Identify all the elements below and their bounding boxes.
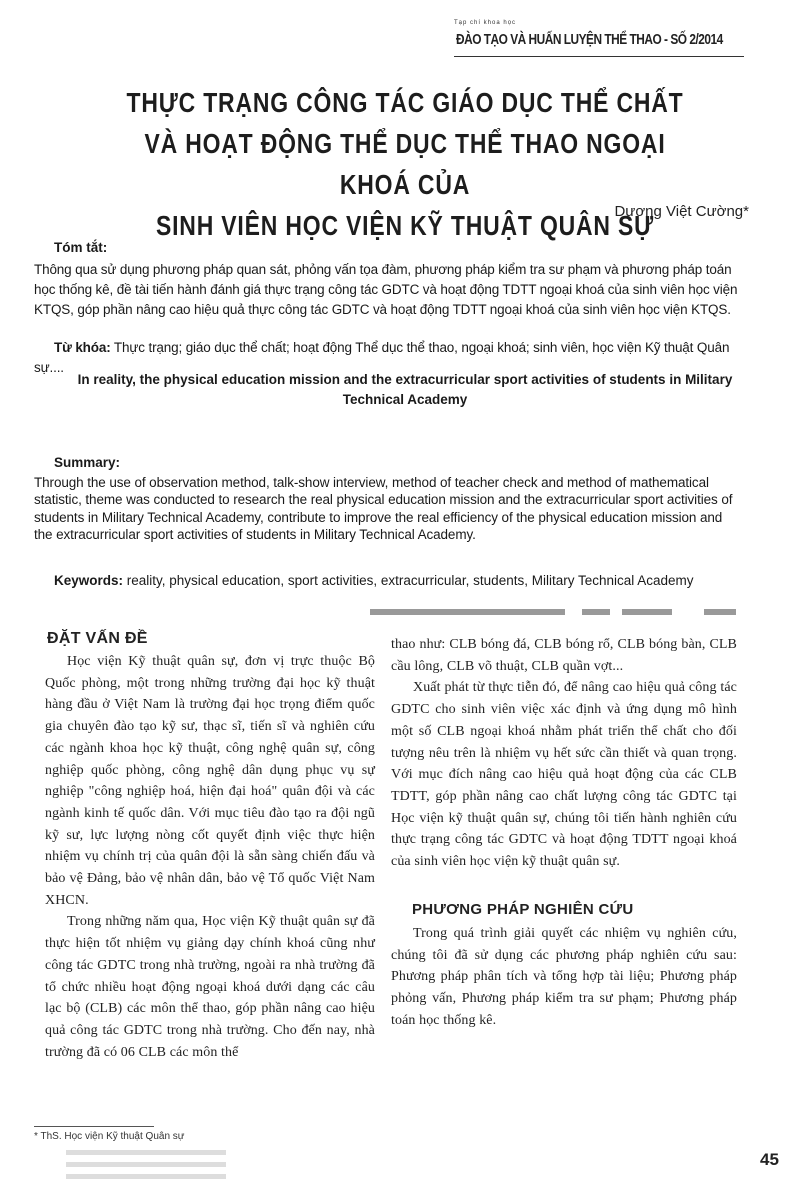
decorative-divider: [370, 605, 736, 619]
keywords-text: Thực trạng; giáo dục thể chất; hoạt động Thể dục thể thao, ngoại khoá; sinh viên, học viện Kỹ thuật Quân sự....: [34, 340, 730, 375]
column-left: [45, 651, 375, 1063]
title-line: THỰC TRẠNG CÔNG TÁC GIÁO DỤC THỂ CHẤT: [126, 87, 684, 118]
column-right-methods: [391, 923, 737, 1032]
abstract-heading: Tóm tắt:: [54, 240, 108, 255]
title-line: VÀ HOẠT ĐỘNG THỂ DỤC THỂ THAO NGOẠI KHOÁ CỦA: [144, 128, 666, 200]
section-heading-intro: ĐẶT VẤN ĐỀ: [47, 630, 148, 647]
footnote-faint-line: [66, 1174, 226, 1179]
paragraph: Trong những năm qua, Học viện Kỹ thuật quân sự đã thực hiện tốt nhiệm vụ giảng dạy chính khoá cũng như công tác GDTC trong nhà trường, ngoài ra nhà trường đã tổ chức nhiều hoạt động ngoại khoá dưới dạng các câu lạc bộ (CLB) các môn thể thao, góp phần nâng cao hiệu quả công tác GDTC trong nhà trường. Cho đến nay, nhà trường đã có 06 CLB các môn thể: [45, 914, 375, 1060]
english-title: In reality, the physical education mission and the extracurricular sport activities of students in Military Technical Academy: [77, 372, 733, 407]
summary-body: Through the use of observation method, talk-show interview, method of teacher check and method of mathematical statistic, theme was conducted to research the real physical education mission and the extracurricular sport activities of students in Military Technical Academy, contribute to improve the real efficiency of the physical education mission and the extracurricular sport activities of students in Military Technical Academy.: [34, 475, 733, 542]
keywords-label: Từ khóa:: [54, 340, 111, 355]
paragraph: Học viện Kỹ thuật quân sự, đơn vị trực thuộc Bộ Quốc phòng, một trong những trường đại học kỹ thuật hàng đầu ở Việt Nam là trường đại học trọng điểm quốc gia chuyên đào tạo kỹ sư, thạc sĩ, tiến sĩ và nghiên cứu các ngành khoa học kỹ thuật, công nghệ quân sự, công nghiệp quốc phòng, công nghệ dân dụng phục vụ sự nghiệp "công nghiệp hoá, hiện đại hoá" quân đội và các ngành kinh tế quốc dân. Với mục tiêu đào tạo ra đội ngũ kỹ sư, lực lượng nòng cốt quyết định việc thực hiện nhiệm vụ chính trị của quân đội là sẵn sàng chiến đấu và bảo vệ Đảng, bảo vệ nhân dân, bảo vệ Tổ quốc Việt Nam XHCN.: [45, 654, 375, 908]
article-title: [106, 82, 705, 246]
footnote-rule: [34, 1126, 154, 1127]
keywords-en-label: Keywords:: [54, 573, 124, 588]
paragraph: Trong quá trình giải quyết các nhiệm vụ nghiên cứu, chúng tôi đã sử dụng các phương pháp nghiên cứu sau: Phương pháp phân tích và tổng hợp tài liệu; Phương pháp phỏng vấn, Phương pháp kiểm tra sư phạm; Phương pháp toán học thống kê.: [391, 926, 737, 1028]
paragraph: thao như: CLB bóng đá, CLB bóng rổ, CLB bóng bàn, CLB cầu lông, CLB võ thuật, CLB quần vợt...: [391, 637, 737, 674]
title-line: SINH VIÊN HỌC VIỆN KỸ THUẬT QUÂN SỰ: [155, 210, 655, 241]
keywords-en: [34, 572, 742, 590]
footnote-faint-line: [66, 1162, 226, 1167]
journal-header: [456, 32, 723, 48]
paragraph: Xuất phát từ thực tiễn đó, để nâng cao hiệu quả công tác GDTC cho sinh viên việc xác định và ứng dụng mô hình một số CLB ngoại khoá nhằm phát triển thể chất cho đối tượng nêu trên là nhiệm vụ hết sức cần thiết và quan trọng. Với mục đích nâng cao hiệu quả hoạt động của các CLB TDTT, góp phần nâng cao chất lượng công tác GDTC tại Học viện kỹ thuật quân sự, chúng tôi tiến hành nghiên cứu thực trạng công tác GDTC và hoạt động TDTT ngoại khoá của sinh viên học viện kỹ thuật quân sự.: [391, 680, 737, 870]
keywords-en-text: reality, physical education, sport activities, extracurricular, students, Military Technical Academy: [123, 573, 694, 588]
header-small: Tạp chí khoa học: [454, 20, 517, 26]
abstract-body: [34, 260, 740, 320]
page-number: 45: [760, 1150, 779, 1169]
abstract-text: Thông qua sử dụng phương pháp quan sát, phỏng vấn tọa đàm, phương pháp kiểm tra sư phạm và phương pháp toán học thống kê, đề tài tiến hành đánh giá thực trạng công tác GDTC và hoạt động TDTT ngoại khoá của sinh viên học viện KTQS, góp phần nâng cao hiệu quả thực công tác GDTC và hoạt động TDTT ngoại khoá của sinh viên học viện KTQS.: [34, 262, 738, 317]
header-rule: [454, 56, 744, 57]
journal-name: ĐÀO TẠO VÀ HUẤN LUYỆN THỂ THAO: [456, 32, 662, 48]
journal-issue: - SỐ 2/2014: [664, 32, 723, 48]
column-right: [391, 634, 737, 873]
author: Dương Việt Cường*: [614, 203, 749, 220]
section-heading-methods: PHƯƠNG PHÁP NGHIÊN CỨU: [412, 901, 634, 918]
footnote: * ThS. Học viện Kỹ thuật Quân sự: [34, 1131, 185, 1142]
footnote-faint-line: [66, 1150, 226, 1155]
summary-heading: Summary:: [54, 455, 121, 470]
